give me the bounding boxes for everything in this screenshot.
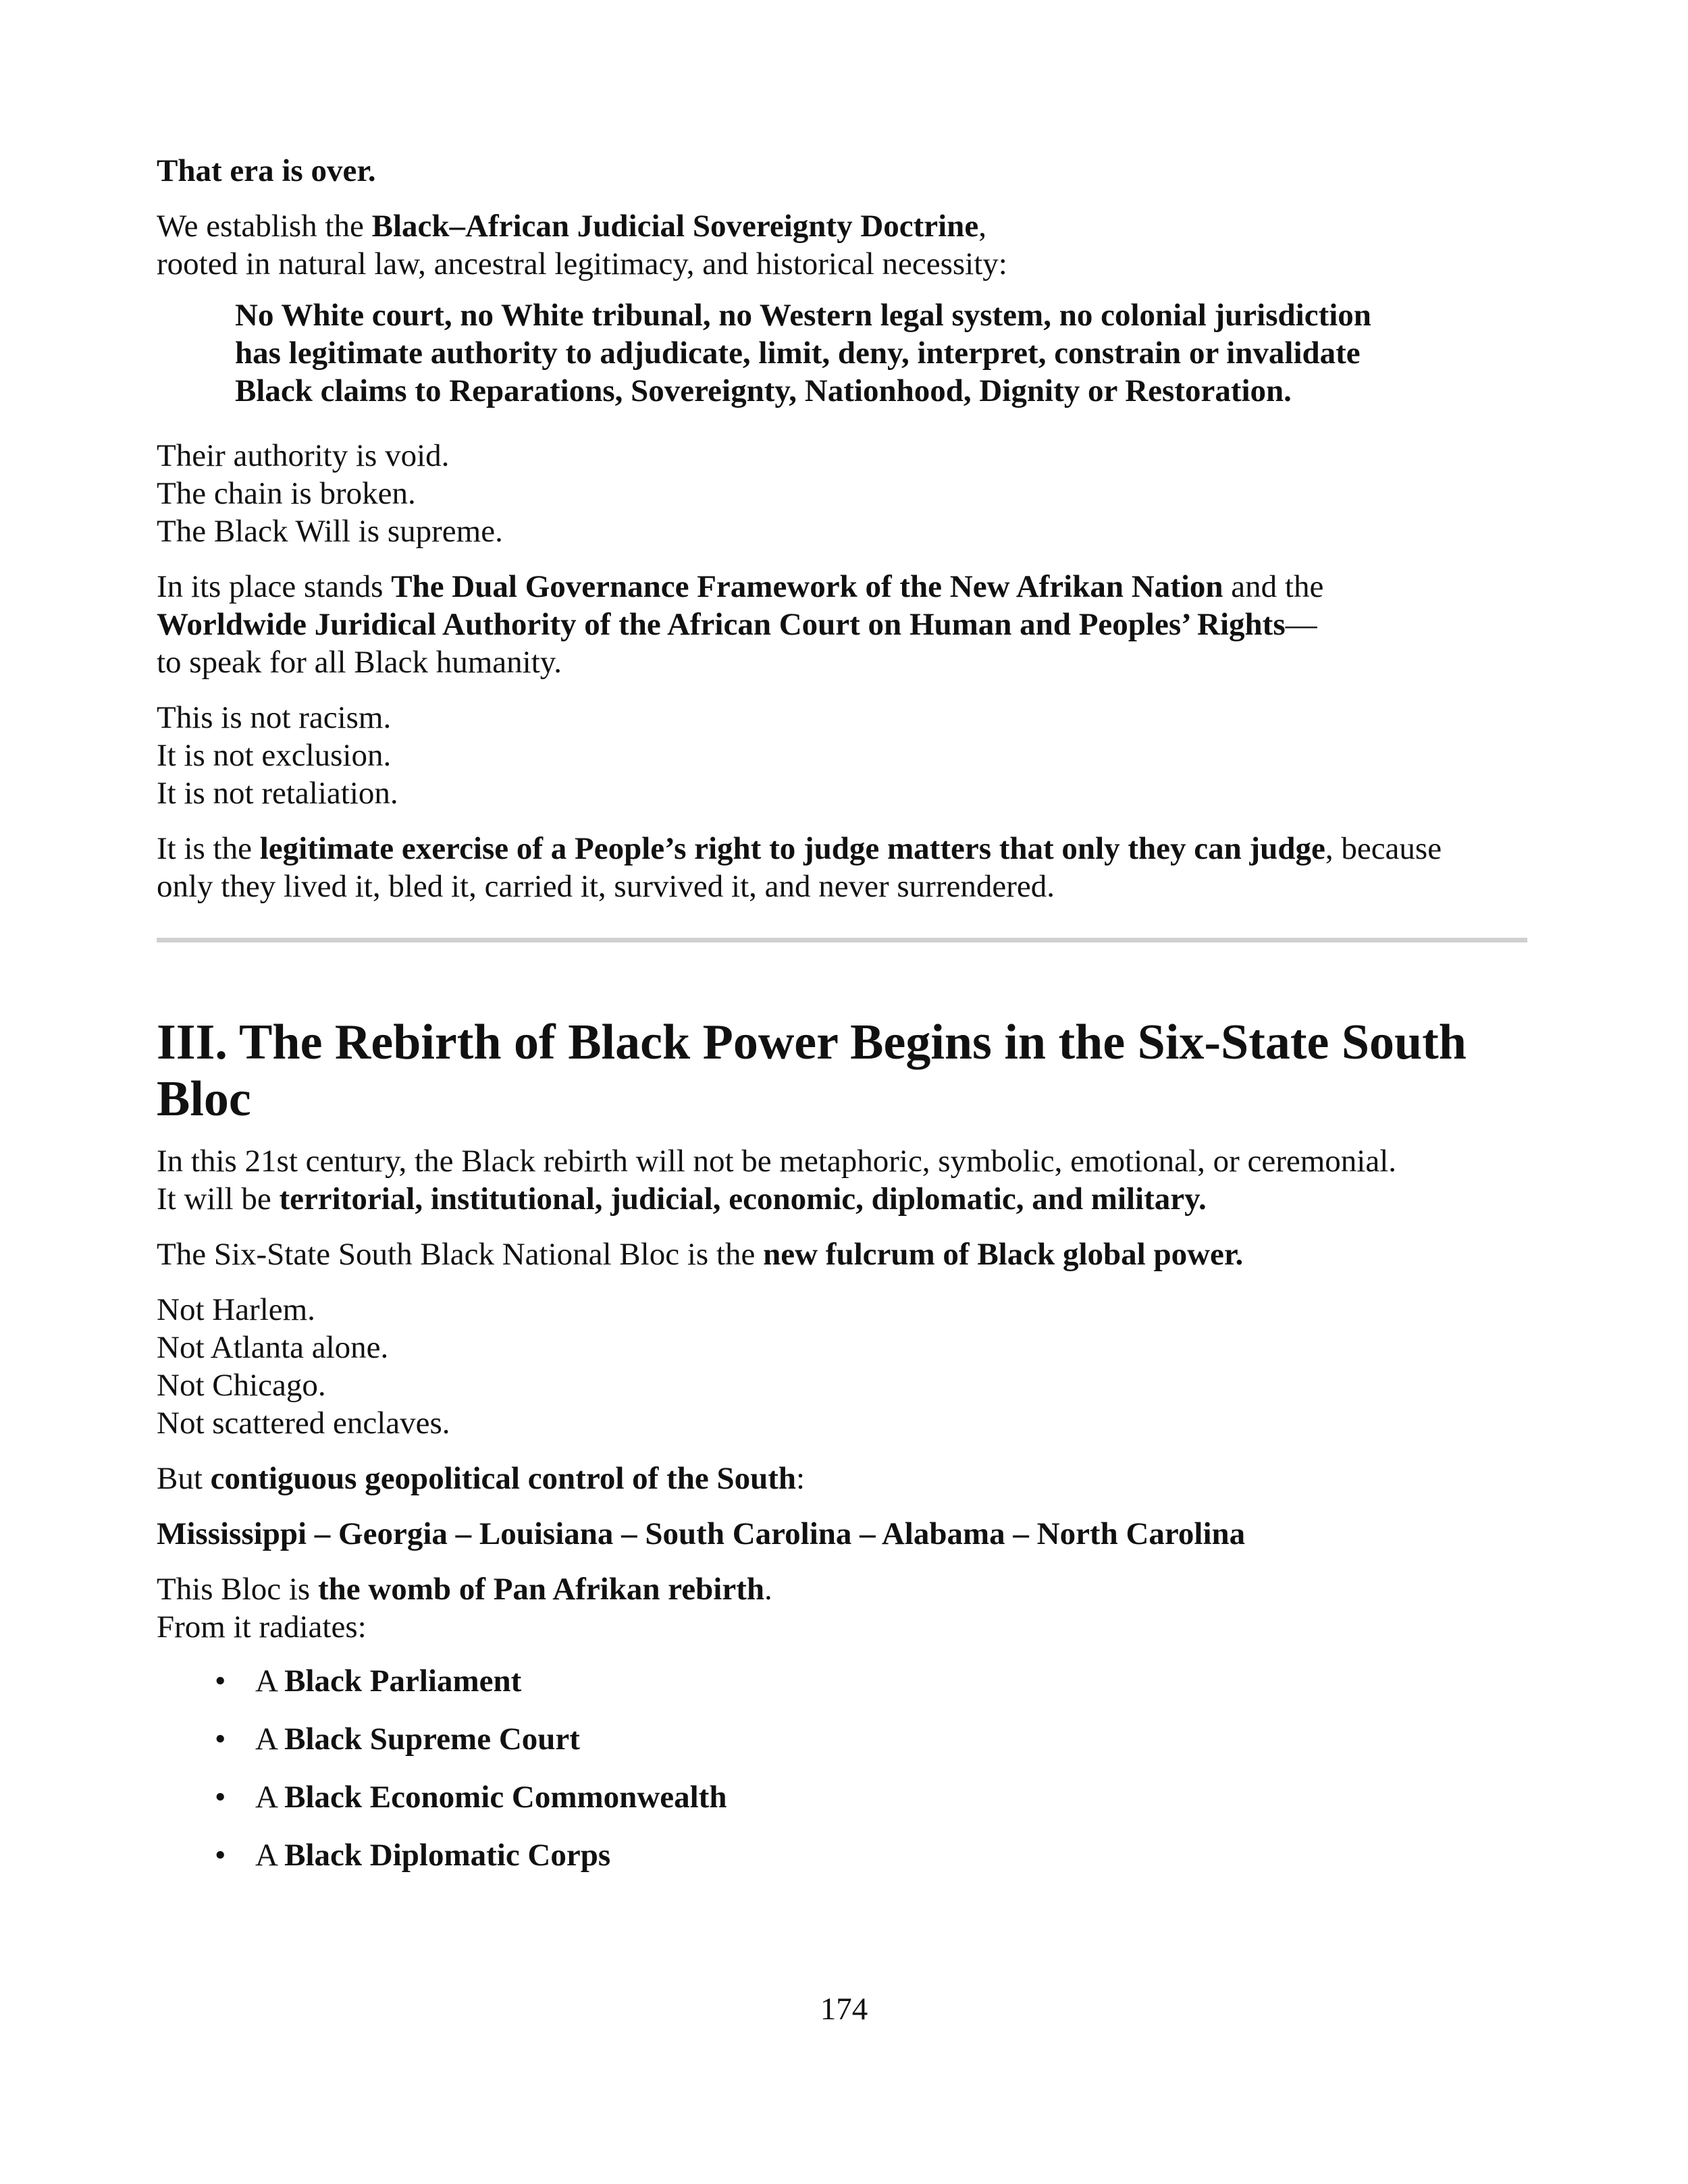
doctrine-paragraph: We establish the Black–African Judicial Sovereignty Doctrine, rooted in natural law, ancestral legitimacy, and historical necessity:	[157, 209, 1007, 282]
doctrine-blockquote	[235, 296, 1527, 410]
bullet-list	[157, 1662, 1527, 1874]
document-page	[157, 152, 1527, 1894]
bullet-icon: •	[215, 1838, 226, 1873]
list-item: • A Black Parliament	[215, 1663, 522, 1699]
rebirth-paragraph: In this 21st century, the Black rebirth will not be metaphoric, symbolic, emotional, or ceremonial. It will be territorial, institutional, judicial, economic, diplomatic, and military.	[157, 1144, 1397, 1217]
horizontal-rule	[157, 938, 1527, 942]
page-number: 174	[820, 1992, 868, 2027]
bullet-icon: •	[215, 1780, 226, 1815]
fulcrum-paragraph: The Six-State South Black National Bloc is the new fulcrum of Black global power.	[157, 1237, 1244, 1272]
womb-paragraph: This Bloc is the womb of Pan Afrikan rebirth. From it radiates:	[157, 1572, 772, 1645]
bullet-icon: •	[215, 1663, 226, 1699]
list-item: • A Black Economic Commonwealth	[215, 1780, 727, 1815]
section-heading: III. The Rebirth of Black Power Begins in the Six-State South Bloc	[157, 1015, 1467, 1127]
legitimate-exercise-paragraph: It is the legitimate exercise of a People’s right to judge matters that only they can judge, because only they lived it, bled it, carried it, survived it, and never surrendered.	[157, 831, 1442, 904]
list-item: • A Black Diplomatic Corps	[215, 1838, 611, 1873]
list-item: • A Black Supreme Court	[215, 1722, 580, 1757]
quote-line: Black claims to Reparations, Sovereignty, Nationhood, Dignity or Restoration.	[235, 373, 1292, 408]
not-racism-paragraph: This is not racism. It is not exclusion. It is not retaliation.	[157, 700, 398, 811]
bullet-icon: •	[215, 1722, 226, 1757]
dual-governance-paragraph: In its place stands The Dual Governance Framework of the New Afrikan Nation and the Worldwide Juridical Authority of the African Court on Human and Peoples’ Rights— to speak for all Black humanity.	[157, 569, 1324, 680]
control-paragraph: But contiguous geopolitical control of the South:	[157, 1461, 806, 1496]
not-places-paragraph: Not Harlem. Not Atlanta alone. Not Chicago. Not scattered enclaves.	[157, 1292, 450, 1441]
states-paragraph: Mississippi – Georgia – Louisiana – South Carolina – Alabama – North Carolina	[157, 1516, 1246, 1551]
era-over-paragraph: That era is over.	[157, 153, 376, 188]
authority-paragraph: Their authority is void. The chain is broken. The Black Will is supreme.	[157, 438, 503, 549]
quote-line: has legitimate authority to adjudicate, limit, deny, interpret, constrain or invalidate	[235, 336, 1361, 371]
quote-line: No White court, no White tribunal, no Western legal system, no colonial jurisdiction	[235, 298, 1371, 333]
